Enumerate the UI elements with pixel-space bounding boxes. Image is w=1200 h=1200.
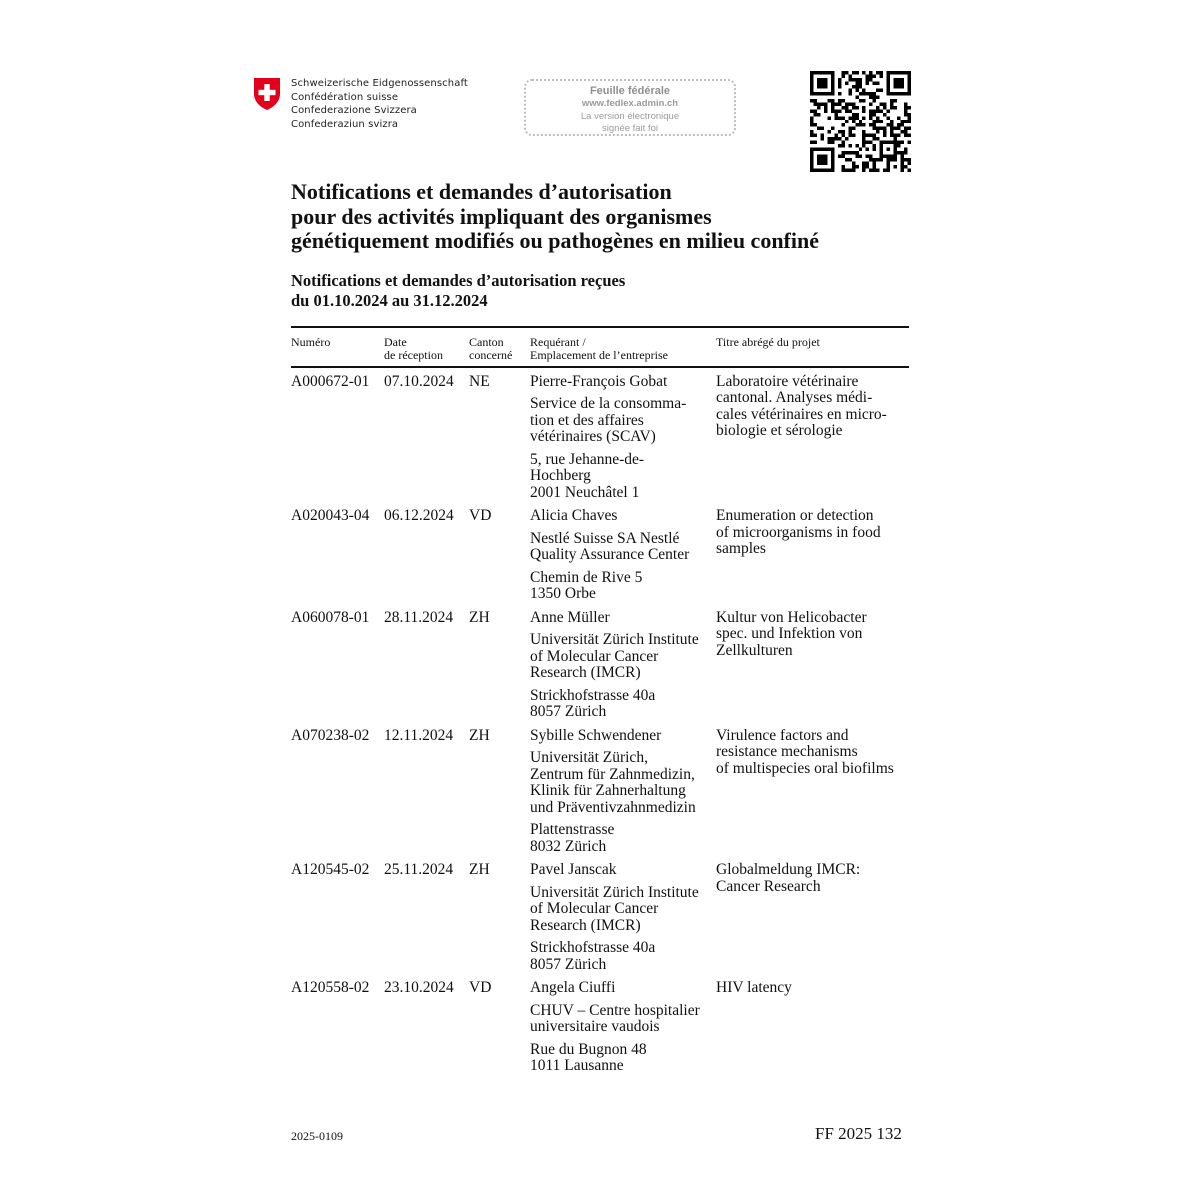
header-line: Canton: [469, 335, 504, 349]
requester-person: [530, 862, 716, 879]
table-row: [291, 728, 909, 856]
project-line: spec. und Infektion von: [716, 625, 863, 642]
organization-line: Zentrum für Zahnmedizin,: [530, 765, 695, 783]
requester-name: Pierre-François Gobat: [530, 372, 668, 390]
address-line: Plattenstrasse: [530, 821, 615, 838]
cell-date: 07.10.2024: [384, 372, 454, 390]
confederation-name-it: Confederazione Svizzera: [291, 105, 417, 116]
notifications-table: [291, 326, 909, 1082]
project-line: HIV latency: [716, 979, 792, 996]
header-line: Requérant /: [530, 335, 586, 349]
address-line: 8057 Zürich: [530, 955, 607, 973]
requester-address: [530, 822, 716, 855]
page-subtitle: [291, 271, 931, 310]
header-line: concerné: [469, 348, 513, 362]
cell-date: 06.12.2024: [384, 507, 454, 524]
confederation-name-de: Schweizerische Eidgenossenschaft: [291, 78, 468, 89]
cell-canton: NE: [469, 372, 490, 390]
table-header: [291, 328, 909, 366]
organization-line: Service de la consomma-: [530, 395, 687, 412]
address-line: 1011 Lausanne: [530, 1057, 624, 1074]
cell-canton: VD: [469, 507, 492, 524]
header-line: de réception: [384, 348, 443, 362]
organization-line: Universität Zürich Institute: [530, 883, 699, 901]
cell-canton: ZH: [469, 726, 490, 744]
organization-line: tion et des affaires: [530, 411, 644, 429]
cell-project: [716, 508, 909, 603]
organization-line: universitaire vaudois: [530, 1018, 660, 1035]
page-title-line: génétiquement modifiés ou pathogènes en milieu confiné: [291, 228, 819, 253]
page-subtitle-line: Notifications et demandes d’autorisation reçues: [291, 271, 626, 290]
requester-person: [530, 610, 716, 627]
cell-date: 23.10.2024: [384, 979, 454, 996]
project-line: biologie et sérologie: [716, 422, 843, 439]
organization-line: Klinik für Zahnerhaltung: [530, 782, 686, 799]
cell-requester: [530, 728, 716, 856]
stamp-url[interactable]: www.fedlex.admin.ch: [581, 98, 679, 109]
project-line: Globalmeldung IMCR:: [716, 861, 861, 878]
address-line: Hochberg: [530, 467, 591, 484]
requester-name: Angela Ciuffi: [530, 979, 616, 996]
requester-name: Alicia Chaves: [530, 507, 618, 524]
table-body: [291, 368, 909, 1075]
page-title-line: pour des activités impliquant des organismes: [291, 203, 712, 229]
organization-line: of Molecular Cancer: [530, 900, 659, 917]
project-line: Kultur von Helicobacter: [716, 608, 867, 626]
project-line: resistance mechanisms: [716, 743, 858, 760]
organization-line: Universität Zürich Institute: [530, 631, 699, 648]
header-project: [716, 336, 909, 366]
requester-person: [530, 508, 716, 525]
address-line: 8057 Zürich: [530, 703, 607, 720]
stamp-line-2: signée fait foi: [602, 123, 658, 134]
cell-canton: ZH: [469, 861, 490, 878]
requester-organization: [530, 531, 716, 564]
table-row: [291, 508, 909, 603]
cell-project: [716, 728, 909, 856]
confederation-logo: [252, 77, 468, 131]
requester-organization: [530, 632, 716, 682]
requester-name: Anne Müller: [530, 608, 610, 626]
requester-person: [530, 980, 716, 997]
project-line: samples: [716, 540, 766, 557]
header-line: Numéro: [291, 335, 331, 349]
address-line: 8032 Zürich: [530, 837, 607, 855]
page-title-line: Notifications et demandes d’autorisation: [291, 179, 672, 204]
organization-line: Research (IMCR): [530, 664, 641, 681]
address-line: Rue du Bugnon 48: [530, 1040, 647, 1058]
cell-date: 28.11.2024: [384, 608, 454, 626]
cell-requester: [530, 862, 716, 973]
cell-number: A120558-02: [291, 979, 370, 996]
confederation-name-fr: Confédération suisse: [291, 91, 399, 103]
address-line: 5, rue Jehanne-de-: [530, 450, 645, 468]
gazette-reference: FF 2025 132: [815, 1124, 902, 1143]
header-line: Date: [384, 335, 407, 349]
project-line: cales vétérinaires en micro-: [716, 405, 887, 423]
organization-line: vétérinaires (SCAV): [530, 428, 656, 445]
header-line: Emplacement de l’entreprise: [530, 348, 668, 362]
project-line: cantonal. Analyses médi-: [716, 389, 873, 406]
header-number: [291, 336, 384, 366]
page-title: [291, 180, 931, 254]
cell-project: [716, 610, 909, 721]
requester-address: [530, 688, 716, 721]
table-row: [291, 610, 909, 721]
project-line: Laboratoire vétérinaire: [716, 372, 859, 390]
cell-requester: [530, 980, 716, 1075]
requester-person: [530, 728, 716, 745]
requester-name: Sybille Schwendener: [530, 726, 662, 744]
project-line: Enumeration or detection: [716, 507, 874, 524]
requester-address: [530, 452, 716, 502]
cell-date: 12.11.2024: [384, 726, 454, 744]
requester-organization: [530, 1003, 716, 1036]
cell-number: A000672-01: [291, 372, 370, 390]
requester-address: [530, 940, 716, 973]
project-line: Cancer Research: [716, 877, 821, 895]
cell-number: A060078-01: [291, 608, 370, 626]
header-requester: [530, 336, 716, 366]
cell-project: [716, 862, 909, 973]
requester-address: [530, 1042, 716, 1075]
requester-organization: [530, 750, 716, 816]
cell-project: [716, 374, 909, 502]
organization-line: Nestlé Suisse SA Nestlé: [530, 529, 680, 547]
cell-requester: [530, 610, 716, 721]
header-canton: [469, 336, 530, 366]
cell-date: 25.11.2024: [384, 861, 454, 878]
address-line: Chemin de Rive 5: [530, 568, 643, 586]
confederation-name-rm: Confederaziun svizra: [291, 118, 399, 130]
project-line: Zellkulturen: [716, 641, 793, 659]
table-row: [291, 980, 909, 1075]
cell-canton: VD: [469, 979, 492, 996]
requester-organization: [530, 396, 716, 446]
project-line: of multispecies oral biofilms: [716, 759, 894, 777]
organization-line: of Molecular Cancer: [530, 647, 659, 665]
cell-number: A120545-02: [291, 861, 370, 878]
swiss-shield-icon: [252, 77, 282, 111]
cell-number: A070238-02: [291, 726, 370, 744]
cell-canton: ZH: [469, 608, 490, 626]
organization-line: CHUV – Centre hospitalier: [530, 1001, 700, 1019]
cell-requester: [530, 508, 716, 603]
requester-person: [530, 374, 716, 391]
requester-name: Pavel Janscak: [530, 861, 617, 878]
stamp-line-1: La version électronique: [580, 110, 680, 122]
page-subtitle-line: du 01.10.2024 au 31.12.2024: [291, 290, 488, 310]
address-line: 1350 Orbe: [530, 585, 596, 602]
table-row: [291, 862, 909, 973]
confederation-names: [291, 77, 468, 131]
project-line: Virulence factors and: [716, 726, 849, 744]
header-date: [384, 336, 469, 366]
cell-requester: [530, 374, 716, 502]
organization-line: Research (IMCR): [530, 916, 641, 934]
federal-gazette-stamp: [524, 79, 736, 136]
organization-line: und Präventivzahnmedizin: [530, 798, 696, 816]
address-line: Strickhofstrasse 40a: [530, 686, 656, 704]
organization-line: Quality Assurance Center: [530, 546, 690, 563]
requester-address: [530, 570, 716, 603]
address-line: Strickhofstrasse 40a: [530, 939, 656, 956]
requester-organization: [530, 885, 716, 935]
header-line: Titre abrégé du projet: [716, 335, 820, 349]
project-line: of microorganisms in food: [716, 523, 881, 541]
cell-project: [716, 980, 909, 1075]
stamp-title: Feuille fédérale: [589, 85, 671, 97]
cell-number: A020043-04: [291, 507, 370, 524]
address-line: 2001 Neuchâtel 1: [530, 483, 640, 501]
document-id: 2025-0109: [291, 1129, 343, 1143]
table-row: [291, 374, 909, 502]
organization-line: Universität Zürich,: [530, 749, 648, 766]
qr-code-icon: [810, 71, 911, 172]
